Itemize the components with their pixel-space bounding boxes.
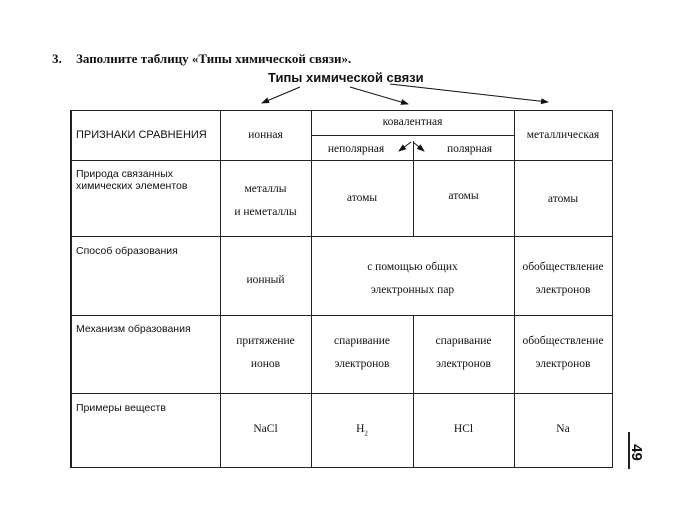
formula-h: H [356, 423, 365, 435]
cell-nonpolar-3b: электронов [334, 358, 390, 370]
cell-ionic-4: NaCl [253, 423, 278, 435]
diagram-title: Типы химической связи [268, 70, 424, 85]
arrow-polar [413, 142, 424, 151]
header-ionic: ионная [248, 129, 283, 141]
cell-nonpolar-3a: спаривание [333, 335, 391, 347]
cell-ionic-3b: ионов [250, 358, 281, 370]
formula-subscript: 2 [364, 429, 368, 438]
header-nonpolar: неполярная [327, 143, 385, 155]
header-polar: полярная [446, 143, 493, 155]
cell-polar-4: HCl [453, 423, 474, 435]
cell-polar-3a: спаривание [435, 335, 492, 347]
cell-metallic-4: Na [556, 423, 570, 435]
header-metallic: металлическая [526, 129, 600, 141]
cell-metallic-3b: электронов [535, 358, 591, 370]
cell-ionic-2: ионный [246, 274, 285, 286]
task-text: Заполните таблицу «Типы химической связи». [76, 51, 352, 66]
cell-nonpolar-1: атомы [346, 192, 378, 204]
row-label-nature: Природа связанных химических элементов [76, 168, 188, 192]
cell-covalent-2a: с помощью общих [367, 261, 458, 273]
page-number: 49 [627, 444, 645, 461]
cell-metallic-2a: обобществление [522, 261, 604, 273]
header-covalent: ковалентная [382, 116, 443, 128]
cell-ionic-3a: притяжение [236, 335, 295, 347]
cell-metallic-3a: обобществление [522, 335, 604, 347]
cell-metallic-1: атомы [547, 193, 579, 205]
arrow-ionic [262, 87, 300, 103]
cell-covalent-2b: электронных пар [370, 284, 455, 296]
cell-ionic-1a: металлы [244, 183, 287, 195]
cell-ionic-1b: и неметаллы [234, 206, 297, 218]
cell-polar-1: атомы [448, 190, 479, 202]
row-label-method: Способ образования [76, 245, 178, 257]
header-criteria: ПРИЗНАКИ СРАВНЕНИЯ [76, 129, 207, 141]
cell-metallic-2b: электронов [535, 284, 591, 296]
task-number: 3. [52, 51, 62, 66]
cell-nonpolar-4 [311, 418, 413, 445]
row-label-examples: Примеры веществ [76, 402, 166, 414]
arrow-covalent [350, 87, 408, 104]
cell-polar-3b: электронов [435, 358, 491, 370]
row-label-mechanism: Механизм образования [76, 323, 191, 335]
arrow-metallic [390, 84, 548, 102]
